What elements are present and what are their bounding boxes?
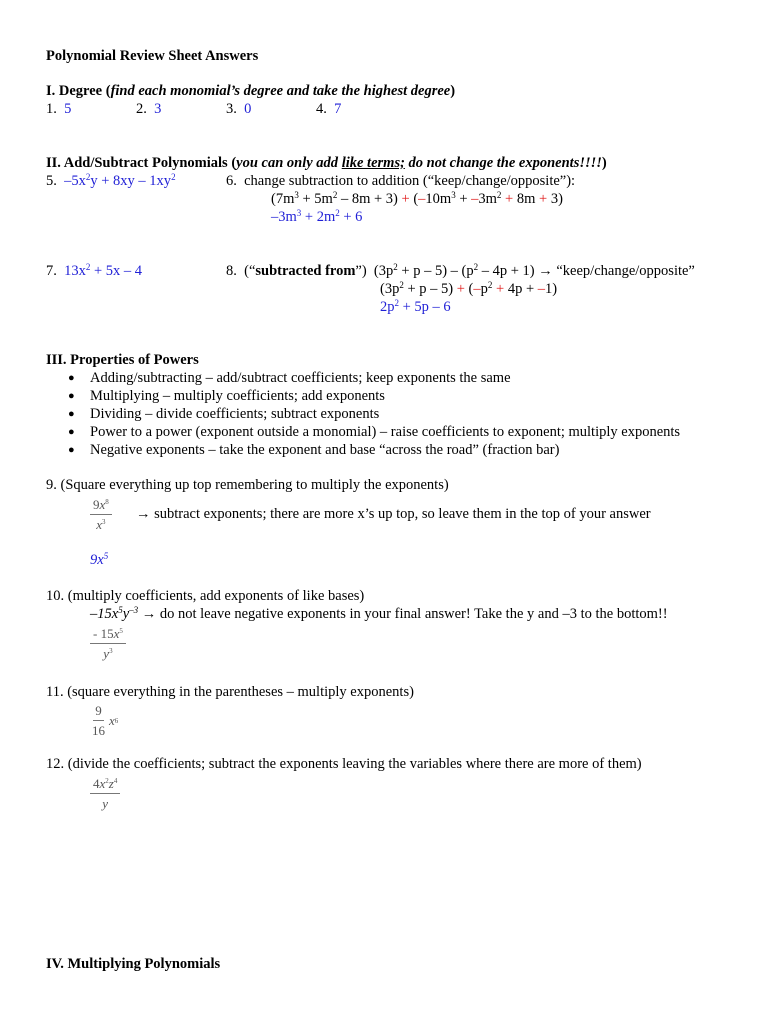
answer-9 bbox=[90, 551, 108, 569]
question-8: 8. (“subtracted from”) $(3p^2 + p - 5) - (p^2 - 4p + 1)$ → “keep/change/opposite” bbox=[226, 262, 695, 279]
question-11-text: 11. (square everything in the parentheses – multiply exponents) bbox=[46, 684, 414, 700]
question-9-text: 9. (Square everything up top remembering to multiply the exponents) bbox=[46, 477, 449, 493]
question-6 bbox=[226, 172, 575, 190]
section-1-heading-note: find each monomial’s degree and take the highest degree bbox=[110, 83, 451, 99]
answer-1 bbox=[46, 100, 71, 118]
answer-5-expression: $-5x^2y + 8xy - 1xy^2$ bbox=[64, 172, 176, 189]
answer-3-value: 0 bbox=[244, 101, 252, 117]
question-8-instruction: → “keep/change/opposite” bbox=[538, 263, 695, 279]
property-item: Dividing – divide coefficients; subtract exponents bbox=[90, 406, 380, 422]
question-6-number: 6. bbox=[226, 173, 237, 189]
section-2-heading-note-b: do not change the exponents!!!! bbox=[404, 155, 602, 171]
question-12-text: 12. (divide the coefficients; subtract the exponents leaving the variables where there are more of them) bbox=[46, 756, 642, 772]
answer-5 bbox=[46, 172, 176, 190]
answer-10-fraction: $\frac{- 15x^5}{y^3}$ bbox=[90, 625, 126, 662]
property-item: Power to a power (exponent outside a monomial) – raise coefficients to exponent; multiply exponents bbox=[90, 424, 681, 440]
answer-7 bbox=[46, 262, 142, 280]
answer-2-number: 2. bbox=[136, 101, 147, 117]
page-title: Polynomial Review Sheet Answers bbox=[46, 48, 259, 64]
answer-6-expression: $-3m^3 + 2m^2 + 6$ bbox=[271, 208, 363, 225]
answer-5-number: 5. bbox=[46, 173, 57, 189]
property-item: Negative exponents – take the exponent and base “across the road” (fraction bar) bbox=[90, 442, 560, 458]
question-8-step: $(3p^2 + p - 5) + (-p^2 + 4p + -1)$ bbox=[380, 280, 558, 297]
section-2-heading bbox=[46, 154, 607, 172]
answer-9-base: 9x bbox=[90, 552, 104, 568]
question-6-step: $(7m^3 + 5m^2 - 8m + 3) + (-10m^3 + -3m^2 + 8m + 3)$ bbox=[271, 190, 563, 207]
question-6-instruction: change subtraction to addition (“keep/change/opposite”): bbox=[244, 173, 576, 189]
section-2-heading-note-underline: like terms; bbox=[341, 155, 405, 171]
property-item: Multiplying – multiply coefficients; add exponents bbox=[90, 388, 385, 404]
question-8-open: (“ bbox=[244, 263, 256, 279]
section-2-heading-close: ) bbox=[601, 155, 607, 171]
answer-4-number: 4. bbox=[316, 101, 327, 117]
section-4-heading: IV. Multiplying Polynomials bbox=[46, 956, 221, 972]
section-1-heading-label: I. Degree ( bbox=[46, 83, 111, 99]
question-10-line bbox=[90, 605, 668, 623]
answer-11-expression: 9 16 x 6 bbox=[92, 703, 119, 738]
section-1-heading-close: ) bbox=[450, 83, 456, 99]
bullet-icon: ● bbox=[68, 372, 75, 384]
answer-3 bbox=[226, 100, 251, 118]
question-8-number: 8. bbox=[226, 263, 237, 279]
answer-9-exponent: 5 bbox=[103, 551, 109, 561]
section-3-heading: III. Properties of Powers bbox=[46, 352, 199, 368]
answer-11-fraction: 9 16 bbox=[92, 703, 105, 738]
answer-2 bbox=[136, 100, 161, 118]
answer-7-number: 7. bbox=[46, 263, 57, 279]
question-10-text: 10. (multiply coefficients, add exponents of like bases) bbox=[46, 588, 365, 604]
question-9-explanation: → subtract exponents; there are more x’s up top, so leave them in the top of your answer bbox=[136, 506, 651, 522]
answer-1-value: 5 bbox=[64, 101, 72, 117]
answer-4-value: 7 bbox=[334, 101, 342, 117]
section-1-heading bbox=[46, 82, 455, 100]
property-item: Adding/subtracting – add/subtract coefficients; keep exponents the same bbox=[90, 370, 511, 386]
bullet-icon: ● bbox=[68, 390, 75, 402]
question-9-fraction: $\frac{9x^8}{x^3}$ bbox=[90, 496, 112, 533]
bullet-icon: ● bbox=[68, 426, 75, 438]
section-2-heading-note-a: you can only add bbox=[236, 155, 342, 171]
answer-2-value: 3 bbox=[154, 101, 162, 117]
question-8-close: ”) bbox=[355, 263, 367, 279]
question-10-explanation: → do not leave negative exponents in your final answer! Take the y and –3 to the bottom!! bbox=[141, 606, 668, 622]
section-2-heading-label: II. Add/Subtract Polynomials ( bbox=[46, 155, 237, 171]
answer-8-expression: $2p^2 + 5p - 6$ bbox=[380, 298, 451, 315]
question-8-bold: subtracted from bbox=[255, 263, 356, 279]
answer-12-fraction: $\frac{4x^2z^4}{y}$ bbox=[90, 775, 120, 812]
question-10-expression: $-15x^5y^{-3}$ bbox=[90, 605, 139, 622]
bullet-icon: ● bbox=[68, 408, 75, 420]
answer-1-number: 1. bbox=[46, 101, 57, 117]
bullet-icon: ● bbox=[68, 444, 75, 456]
answer-3-number: 3. bbox=[226, 101, 237, 117]
answer-4 bbox=[316, 100, 341, 118]
answer-7-expression: $13x^2 + 5x - 4$ bbox=[64, 262, 143, 279]
